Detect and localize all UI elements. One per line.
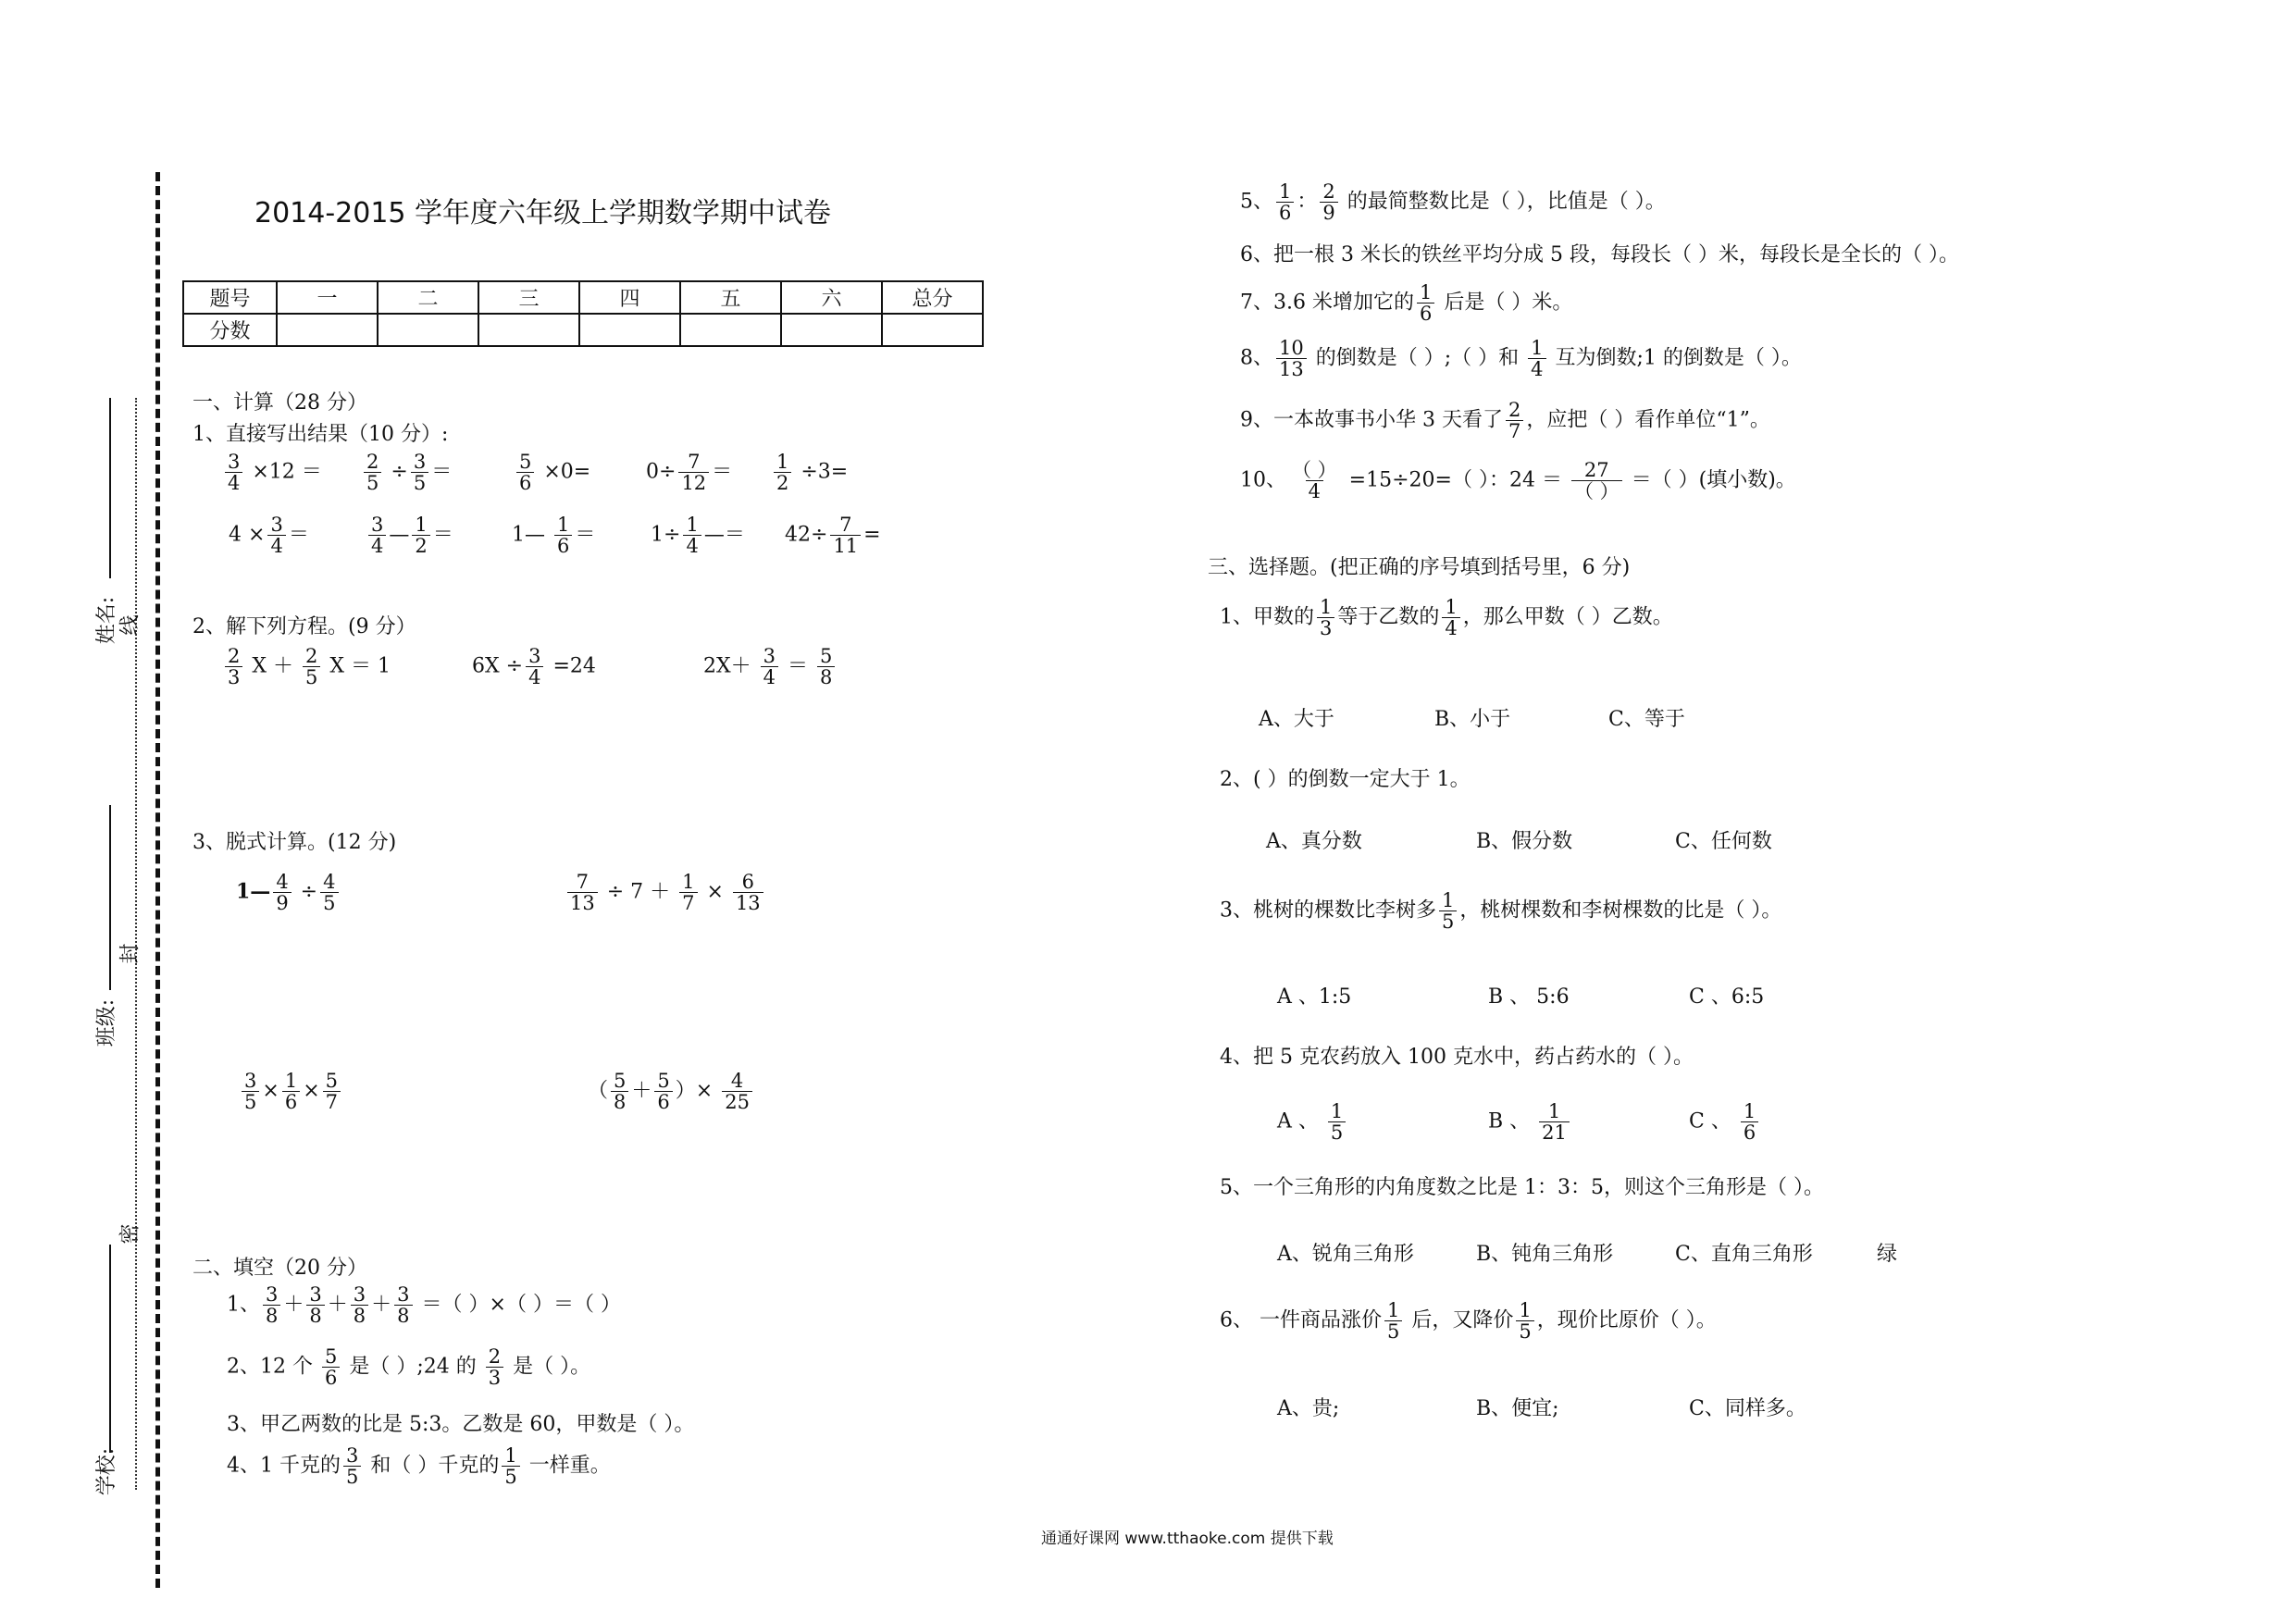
score-header-cell: 一	[277, 281, 378, 314]
section1-heading: 一、计算（28 分）	[192, 391, 367, 415]
choice-q2-b: B、假分数	[1476, 830, 1573, 853]
fill-q3: 3、甲乙两数的比是 5:3。乙数是 60，甲数是（ ）。	[227, 1413, 695, 1436]
choice-q5-a: A、锐角三角形	[1277, 1243, 1414, 1266]
binding-feng: 封	[118, 943, 143, 964]
score-cell[interactable]	[378, 314, 478, 346]
choice-q4-b: B 、 $\frac{1}{21}$	[1488, 1101, 1572, 1143]
fill-q10: 10、 $\frac{( )}{4}$ =15÷20=（ ）：24 ＝ $\frac{27}{( )}$ ＝（ ）(填小数)。	[1240, 459, 1796, 503]
choice-q4: 4、把 5 克农药放入 100 克水中，药占药水的（ ）。	[1220, 1046, 1694, 1069]
choice-q1-a: A、大于	[1259, 708, 1334, 731]
choice-q5-c: C、直角三角形	[1675, 1243, 1813, 1266]
calc-10: 42÷ $\frac{7}{11}$ =	[785, 514, 881, 558]
calc-5: $\frac{1}{2}$ ÷3=	[771, 452, 848, 493]
choice-q6-a: A、贵;	[1277, 1397, 1340, 1420]
footer-source: 通通好课网 www.tthaoke.com 提供下载	[1041, 1530, 1334, 1548]
binding-mi: 密	[118, 1223, 143, 1245]
calc-7: $\frac{3}{4}$ — $\frac{1}{2}$ ＝	[366, 514, 453, 556]
class-label: 班级:	[95, 998, 119, 1047]
calc-2: $\frac{2}{5}$ ÷ $\frac{3}{5}$ ＝	[361, 452, 452, 493]
score-cell[interactable]	[882, 314, 983, 346]
choice-q2-a: A、真分数	[1266, 830, 1362, 853]
name-underline	[109, 398, 111, 578]
choice-q3: 3、桃树的棵数比李树多 $\frac{1}{5}$ ，桃树棵数和李树棵数的比是（ ）。	[1220, 889, 1782, 934]
score-header-cell: 二	[378, 281, 478, 314]
score-cell[interactable]	[579, 314, 680, 346]
score-header-cell: 四	[579, 281, 680, 314]
q3-heading: 3、脱式计算。(12 分)	[192, 831, 397, 854]
score-cell[interactable]	[781, 314, 882, 346]
score-header-cell: 五	[680, 281, 781, 314]
section2-heading: 二、填空（20 分）	[192, 1257, 367, 1280]
section3-heading: 三、选择题。(把正确的序号填到括号里，6 分)	[1208, 556, 1631, 579]
choice-q6-b: B、便宜;	[1476, 1397, 1559, 1420]
score-header-cell: 总分	[882, 281, 983, 314]
fill-q9: 9、一本故事书小华 3 天看了 $\frac{2}{7}$ ，应把（ ）看作单位“1”。	[1240, 399, 1770, 443]
choice-q6: 6、 一件商品涨价 $\frac{1}{5}$ 后，又降价 $\frac{1}{5}$ ，现价比原价（ ）。	[1220, 1299, 1717, 1344]
binding-dashed-line	[155, 172, 160, 1588]
choice-q5: 5、一个三角形的内角度数之比是 1：3：5，则这个三角形是（ ）。	[1220, 1176, 1824, 1199]
step-calc-3: $\frac{3}{5}$ × $\frac{1}{6}$ × $\frac{5}{7}$	[239, 1071, 343, 1112]
calc-8: 1— $\frac{1}{6}$ ＝	[512, 514, 596, 558]
choice-q1-b: B、小于	[1434, 708, 1511, 731]
fill-q6: 6、把一根 3 米长的铁丝平均分成 5 段，每段长（ ）米，每段长是全长的（ ）。	[1240, 243, 1959, 266]
fill-q4: 4、1 千克的 $\frac{3}{5}$ 和（ ）千克的 $\frac{1}{5}$ 一样重。	[227, 1444, 611, 1489]
choice-q3-c: C 、6:5	[1689, 985, 1765, 1009]
choice-q6-c: C、同样多。	[1689, 1397, 1806, 1420]
score-cell[interactable]	[478, 314, 579, 346]
calc-1: $\frac{3}{4}$ ×12 ＝	[222, 452, 322, 493]
binding-xian: 线	[118, 614, 143, 636]
fill-q7: 7、3.6 米增加它的 $\frac{1}{6}$ 后是（ ）米。	[1240, 281, 1573, 326]
choice-q5-stray-mark: 绿	[1877, 1243, 1898, 1266]
calc-4: 0÷ $\frac{7}{12}$ ＝	[646, 451, 733, 495]
equation-3: 2X＋ $\frac{3}{4}$ ＝ $\frac{5}{8}$	[703, 646, 838, 688]
choice-q4-a: A 、 $\frac{1}{5}$	[1277, 1101, 1348, 1143]
score-cell[interactable]	[277, 314, 378, 346]
calc-3: $\frac{5}{6}$ ×0=	[514, 452, 590, 493]
choice-q3-b: B 、 5:6	[1488, 985, 1570, 1009]
page-title: 2014-2015 学年度六年级上学期数学期中试卷	[254, 197, 832, 229]
equation-2: 6X ÷ $\frac{3}{4}$ =24	[472, 645, 596, 689]
score-cell[interactable]	[680, 314, 781, 346]
school-label: 学校:	[95, 1447, 119, 1496]
choice-q1-c: C、等于	[1608, 708, 1685, 731]
name-label: 姓名:	[95, 596, 119, 645]
score-header-cell: 六	[781, 281, 882, 314]
fill-q1: 1、 $\frac{3}{8}$ ＋ $\frac{3}{8}$ ＋ $\frac{3}{8}$ ＋ $\frac{3}{8}$ ＝（ ）×（ ）＝（ ）	[227, 1283, 621, 1328]
choice-q4-c: C 、 $\frac{1}{6}$	[1689, 1101, 1761, 1143]
q2-heading: 2、解下列方程。(9 分）	[192, 615, 416, 638]
step-calc-4: （ $\frac{5}{8}$ ＋ $\frac{5}{6}$ ）× $\frac{4}{25}$	[588, 1071, 755, 1112]
equation-1: $\frac{2}{3}$ X ＋ $\frac{2}{5}$ X ＝ 1	[222, 646, 391, 688]
class-underline	[109, 805, 111, 990]
q1-heading: 1、直接写出结果（10 分）:	[192, 423, 449, 446]
calc-9: 1÷ $\frac{1}{4}$ —＝	[651, 514, 745, 558]
fill-q8: 8、 $\frac{10}{13}$ 的倒数是（ ）;（ ）和 $\frac{1}{4}$ 互为倒数;1 的倒数是（ ）。	[1240, 337, 1802, 381]
fill-q2: 2、12 个 $\frac{5}{6}$ 是（ ）;24 的 $\frac{2}{3}$ 是（ ）。	[227, 1345, 591, 1390]
calc-6: 4 × $\frac{3}{4}$ ＝	[229, 514, 309, 558]
choice-q2-c: C、任何数	[1675, 830, 1772, 853]
score-table	[182, 280, 984, 347]
score-header-cell: 三	[478, 281, 579, 314]
choice-q2: 2、( ）的倒数一定大于 1。	[1220, 768, 1471, 791]
choice-q1: 1、甲数的 $\frac{1}{3}$ 等于乙数的 $\frac{1}{4}$ ，那么甲数（ ）乙数。	[1220, 596, 1673, 640]
school-underline	[109, 1245, 111, 1453]
step-calc-2: $\frac{7}{13}$ ÷ 7 ＋ $\frac{1}{7}$ × $\frac{6}{13}$	[565, 872, 766, 913]
choice-q3-a: A 、1:5	[1277, 985, 1352, 1009]
score-header-cell: 题号	[183, 281, 277, 314]
step-calc-1: 1— $\frac{4}{9}$ ÷ $\frac{4}{5}$	[236, 872, 341, 913]
choice-q5-b: B、钝角三角形	[1476, 1243, 1614, 1266]
fill-q5: 5、 $\frac{1}{6}$ ： $\frac{2}{9}$ 的最简整数比是（ ），比值是（ ）。	[1240, 180, 1666, 225]
score-row-label: 分数	[183, 314, 277, 346]
